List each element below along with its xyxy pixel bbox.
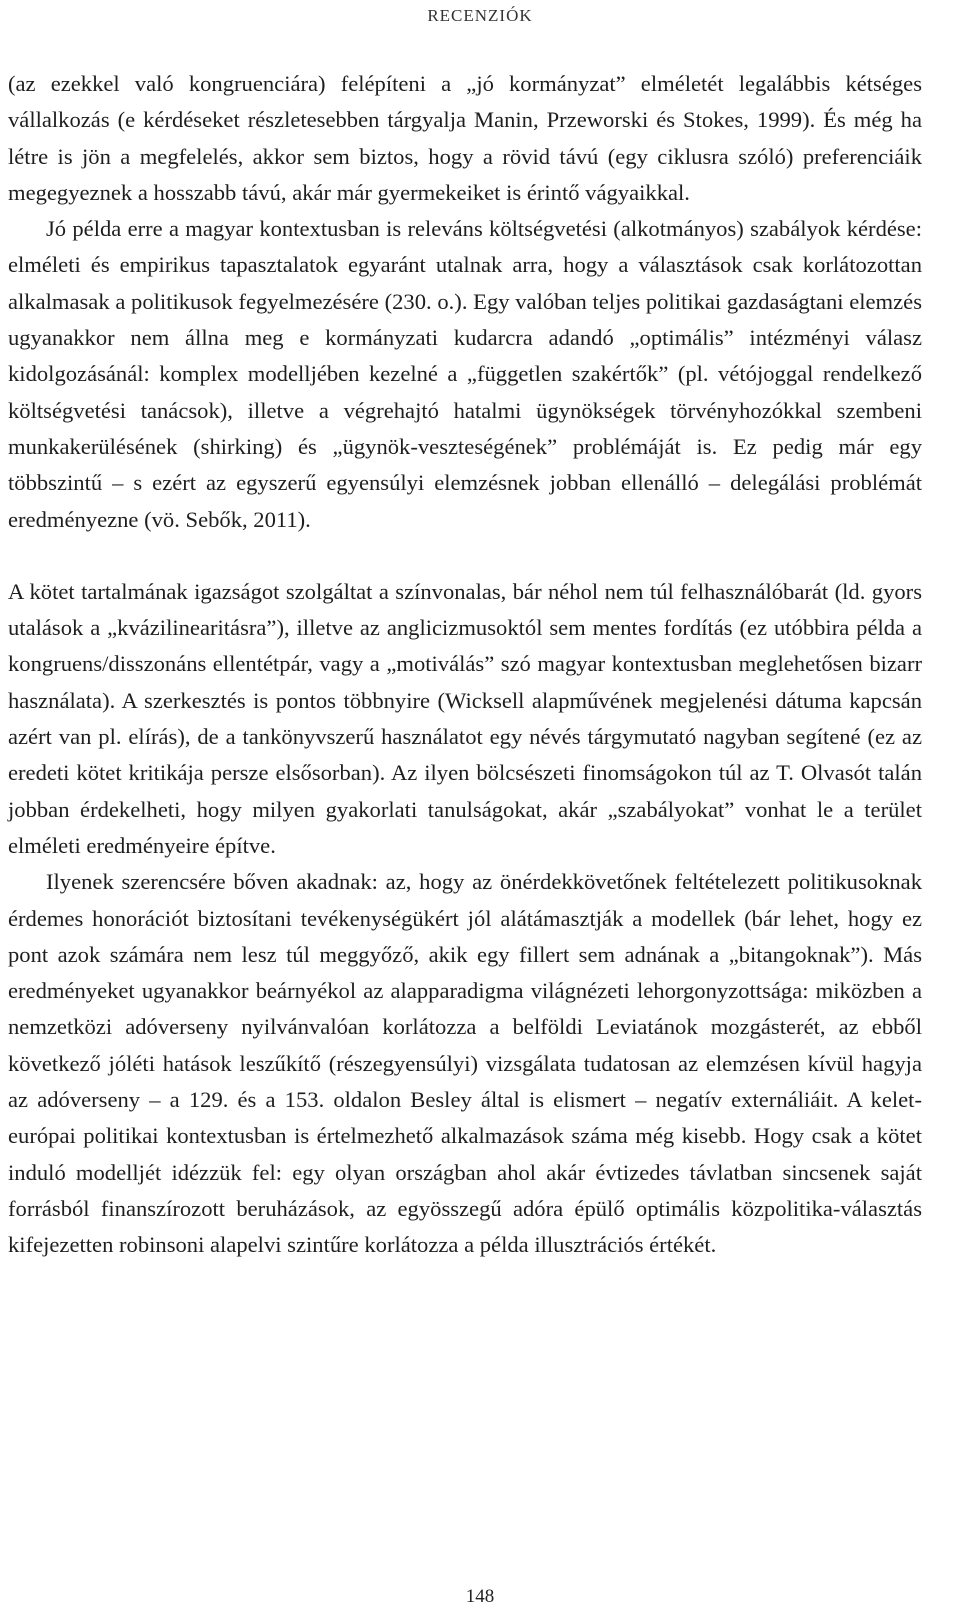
body-paragraph: Ilyenek szerencsére bőven akadnak: az, hogy az önérdekkövetőnek feltételezett politikusoknak érdemes honorációt biztosítani tevékenységükért jól alátámasztják a modellek (bár lehet, hogy ez pont azok számára nem lesz túl meggyőző, akik egy fillert sem adnának a „bitangoknak”). Más eredményeket ugyanakkor beárnyékol az alapparadigma világnézeti lehorgonyzottsága: miközben a nemzetközi adóverseny nyilvánvalóan korlátozza a belföldi Leviatánok mozgásterét, az ebből következő jóléti hatások leszűkítő (részegyensúlyi) vizsgálata tudatosan az elemzésen kívül hagyja az adóverseny – a 129. és a 153. oldalon Besley által is elismert – negatív externáliáit. A kelet-európai politikai kontextusban is értelmezhető alkalmazások száma még kisebb. Hogy csak a kötet induló modelljét idézzük fel: egy olyan országban ahol akár évtizedes távlatban sincsenek saját forrásból finanszírozott beruházások, az egyösszegű adóra épülő optimális közpolitika-választás kifejezetten robinsoni alapelvi szintűre korlátozza a példa illusztrációs értékét. xyxy=(8,869,922,1258)
body-paragraph: Jó példa erre a magyar kontextusban is releváns költségvetési (alkotmányos) szabályok kérdése: elméleti és empirikus tapasztalatok egyaránt utalnak arra, hogy a választások csak korlátozottan alkalmasak a politikusok fegyelmezésére (230. o.). Egy valóban teljes politikai gazdaságtani elemzés ugyanakkor nem állna meg e kormányzati kudarcra adandó „optimális” intézményi válasz kidolgozásánál: komplex modelljében kezelné a „független szakértők” (pl. vétójoggal rendelkező költségvetési tanácsok), illetve a végrehajtó hatalmi ügynökségek törvényhozókkal szembeni munkakerülésének (shirking) és „ügynök-veszteségének” problémáját is. Ez pedig már egy többszintű – s ezért az egyszerű egyensúlyi elemzésnek jobban ellenálló – delegálási problémát eredményezne (vö. Sebők, 2011). xyxy=(8,216,922,532)
body-paragraph: (az ezekkel való kongruenciára) felépíteni a „jó kormányzat” elméletét legalábbis kétséges vállalkozás (e kérdéseket részletesebben tárgyalja Manin, Przeworski és Stokes, 1999). És még ha létre is jön a megfelelés, akkor sem biztos, hogy a rövid távú (egy ciklusra szóló) preferenciáik megegyeznek a hosszabb távú, akár már gyermekeiket is érintő vágyaikkal. xyxy=(8,71,922,205)
running-head: RECENZIÓK xyxy=(427,6,533,25)
page-number: 148 xyxy=(465,1586,495,1607)
article-body xyxy=(8,66,922,1264)
body-paragraph: A kötet tartalmának igazságot szolgáltat a színvonalas, bár néhol nem túl felhasználóbarát (ld. gyors utalások a „kvázilinearitásra”), illetve az anglicizmusoktól sem mentes fordítás (ez utóbbira példa a kongruens/disszonáns ellentétpár, vagy a „motiválás” szó magyar kontextusban meglehetősen bizarr használata). A szerkesztés is pontos többnyire (Wicksell alapművének megjelenési dátuma kapcsán azért van pl. elírás), de a tankönyvszerű használatot egy névés tárgymutató nagyban segítené (ez az eredeti kötet kritikája persze elsősorban). Az ilyen bölcsészeti finomságokon túl az T. Olvasót talán jobban érdekelheti, hogy milyen gyakorlati tanulságokat, akár „szabályokat” vonhat le a terület elméleti eredményeire építve. xyxy=(8,578,922,858)
